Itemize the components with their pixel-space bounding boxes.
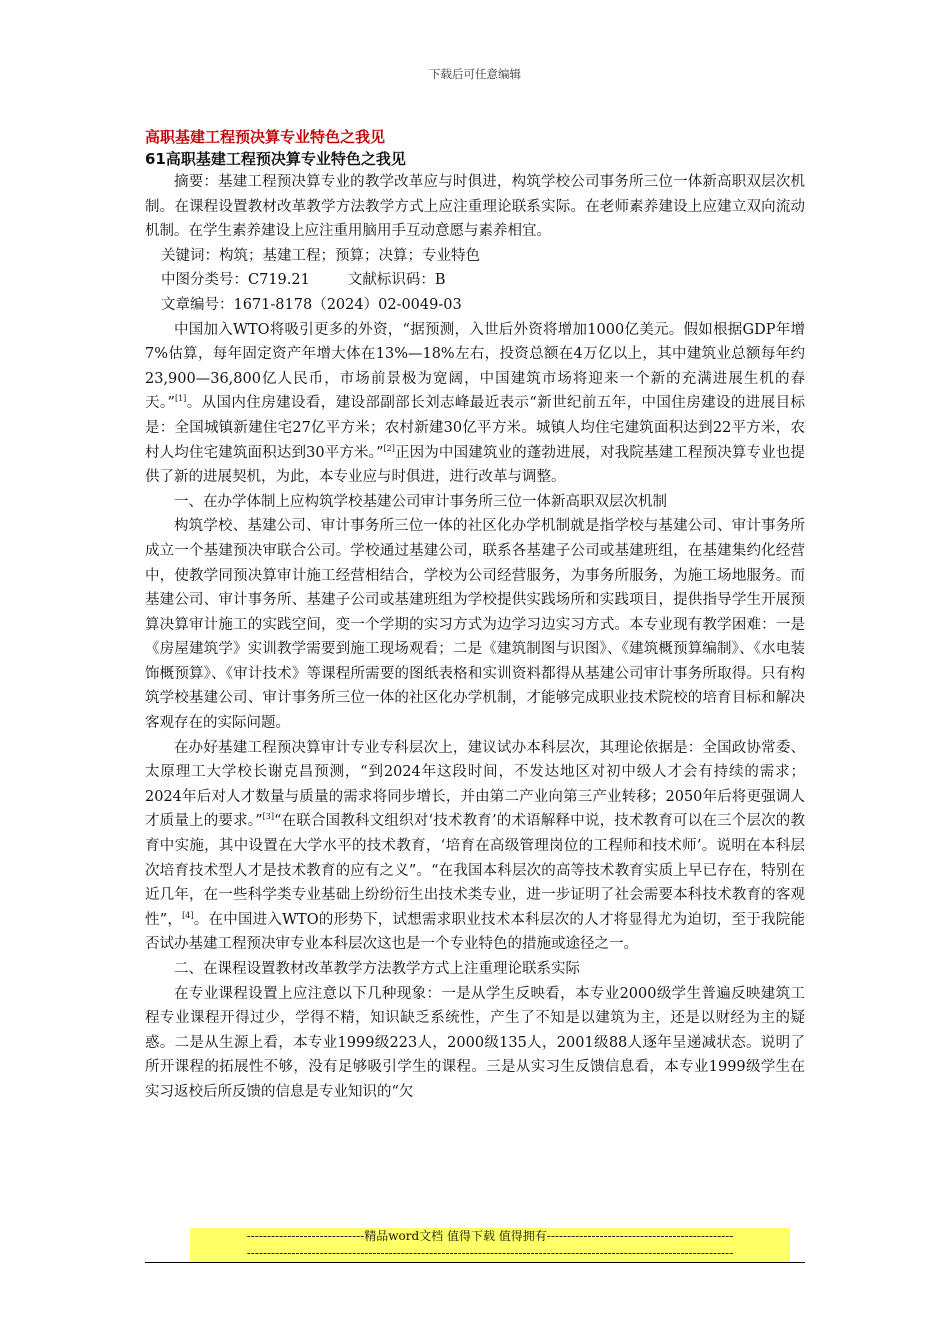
clc-number: 中图分类号：C719.21 xyxy=(161,272,310,289)
paragraph-text: 。在中国进入WTO的形势下，试想需求职业技术本科层次的人才将显得尤为迫切，至于我院能否试办基建工程预决审专业本科层次这也是一个专业特色的措施或途径之一。 xyxy=(145,911,805,953)
citation-2[interactable]: [2] xyxy=(383,443,395,453)
article-title[interactable]: 高职基建工程预决算专业特色之我见 xyxy=(145,128,386,146)
footer-divider xyxy=(145,1262,805,1263)
keywords-line: 关键词：构筑；基建工程；预算；决算；专业特色 xyxy=(161,247,480,264)
citation-1[interactable]: [1] xyxy=(174,394,187,404)
article-body xyxy=(145,126,805,1105)
paragraph-text: 中国加入WTO将吸引更多的外资，“据预测，入世后外资将增加1000亿美元。假如根据GDP年增7%估算，每年固定资产年增大体在13%—18%左右，投资总额在4万亿以上，其中建筑业总额每年约23,900—36,800亿人民币，市场前景极为宽阔，中国建筑市场将迎来一个新的充满进展生机的春天。” xyxy=(145,321,805,412)
footer-line-1: -----------------------------精品word文档 值得下载 值得拥有---------------------------------------------- xyxy=(246,1229,734,1243)
abstract-paragraph: 摘要：基建工程预决算专业的教学改革应与时俱进，构筑学校公司事务所三位一体新高职双层次机制。在课程设置教材改革教学方法教学方式上应注重理论联系实际。在老师素养建设上应建立双向流动机制。在学生素养建设上应注重用脑用手互动意愿与素养相宜。 xyxy=(145,174,805,240)
page-header: 下载后可任意编辑 xyxy=(429,67,521,81)
citation-4[interactable]: [4] xyxy=(182,910,194,920)
paragraph-text: 在办好基建工程预决算审计专业专科层次上，建议试办本科层次，其理论依据是：全国政协常委、太原理工大学校长谢克昌预测，“到2024年这段时间，不发达地区对初中级人才会有持续的需求；2024年后对人才数量与质量的需求将同步增长，并由第二产业向第三产业转移；2050年后将更强调人才质量上的要求。” xyxy=(145,739,805,830)
body-paragraph-4: 在专业课程设置上应注意以下几种现象：一是从学生反映看，本专业2000级学生普遍反映建筑工程专业课程开得过少，学得不精，知识缺乏系统性，产生了不知是以建筑为主，还是以财经为主的疑惑。二是从生源上看，本专业1999级223人，2000级135人，2001级88人逐年呈递减状态。说明了所开课程的拓展性不够，没有足够吸引学生的课程。三是从实习生反馈信息看，本专业1999级学生在实习返校后所反馈的信息是专业知识的“欠 xyxy=(145,985,805,1100)
paragraph-text: 正因为中国建筑业的蓬勃进展，对我院基建工程预决算专业也提供了新的进展契机，为此，本专业应与时俱进，进行改革与调整。 xyxy=(145,444,805,486)
paragraph-text: 。从国内住房建设看，建设部副部长刘志峰最近表示“新世纪前五年，中国住房建设的进展目标是：全国城镇新建住宅27亿平方米；农村新建30亿平方米。城镇人均住宅建筑面积达到22平方米，农村人均住宅建筑面积达到30平方米。” xyxy=(145,395,805,461)
footer-line-2: ------------------------------------------------------------------------------------------------------------------------ xyxy=(246,1246,734,1260)
classification-line xyxy=(145,268,805,293)
section-heading-1: 一、在办学体制上应构筑学校基建公司审计事务所三位一体新高职双层次机制 xyxy=(174,493,667,510)
article-number-line: 文章编号：1671-8178（2024）02-0049-03 xyxy=(161,296,462,313)
body-paragraph-1 xyxy=(145,318,805,490)
document-code: 文献标识码：B xyxy=(347,272,446,289)
citation-3[interactable]: [3] xyxy=(262,812,274,822)
footer-banner xyxy=(190,1228,790,1262)
paragraph-text: “在联合国教科文组织对‘技术教育’的术语解释中说，技术教育可以在三个层次的教育中实施，其中设置在大学水平的技术教育，‘培育在高级管理岗位的工程师和技术师’。说明在本科层次培育技术型人才是技术教育的应有之义”。“在我国本科层次的高等技术教育实质上早已存在，特别在近几年，在一些科学类专业基础上纷纷衍生出技术类专业，进一步证明了社会需要本科技术教育的客观性”， xyxy=(145,813,805,928)
body-paragraph-2: 构筑学校、基建公司、审计事务所三位一体的社区化办学机制就是指学校与基建公司、审计事务所成立一个基建预决审联合公司。学校通过基建公司，联系各基建子公司或基建班组，在基建集约化经营中，使教学同预决算审计施工经营相结合，学校为公司经营服务，为事务所服务，为施工场地服务。而基建公司、审计事务所、基建子公司或基建班组为学校提供实践场所和实践项目，提供指导学生开展预算决算审计施工的实践空间，变一个学期的实习方式为边学习边实习方式。本专业现有教学困难：一是《房屋建筑学》实训教学需要到施工现场观看；二是《建筑制图与识图》、《建筑概预算编制》、《水电装饰概预算》、《审计技术》等课程所需要的图纸表格和实训资料都得从基建公司审计事务所取得。只有构筑学校基建公司、审计事务所三位一体的社区化办学机制，才能够完成职业技术院校的培育目标和解决客观存在的实际问题。 xyxy=(145,518,805,732)
body-paragraph-3 xyxy=(145,736,805,957)
section-heading-2: 二、在课程设置教材改革教学方法教学方式上注重理论联系实际 xyxy=(174,961,580,977)
article-subtitle: 61高职基建工程预决算专业特色之我见 xyxy=(145,150,406,168)
